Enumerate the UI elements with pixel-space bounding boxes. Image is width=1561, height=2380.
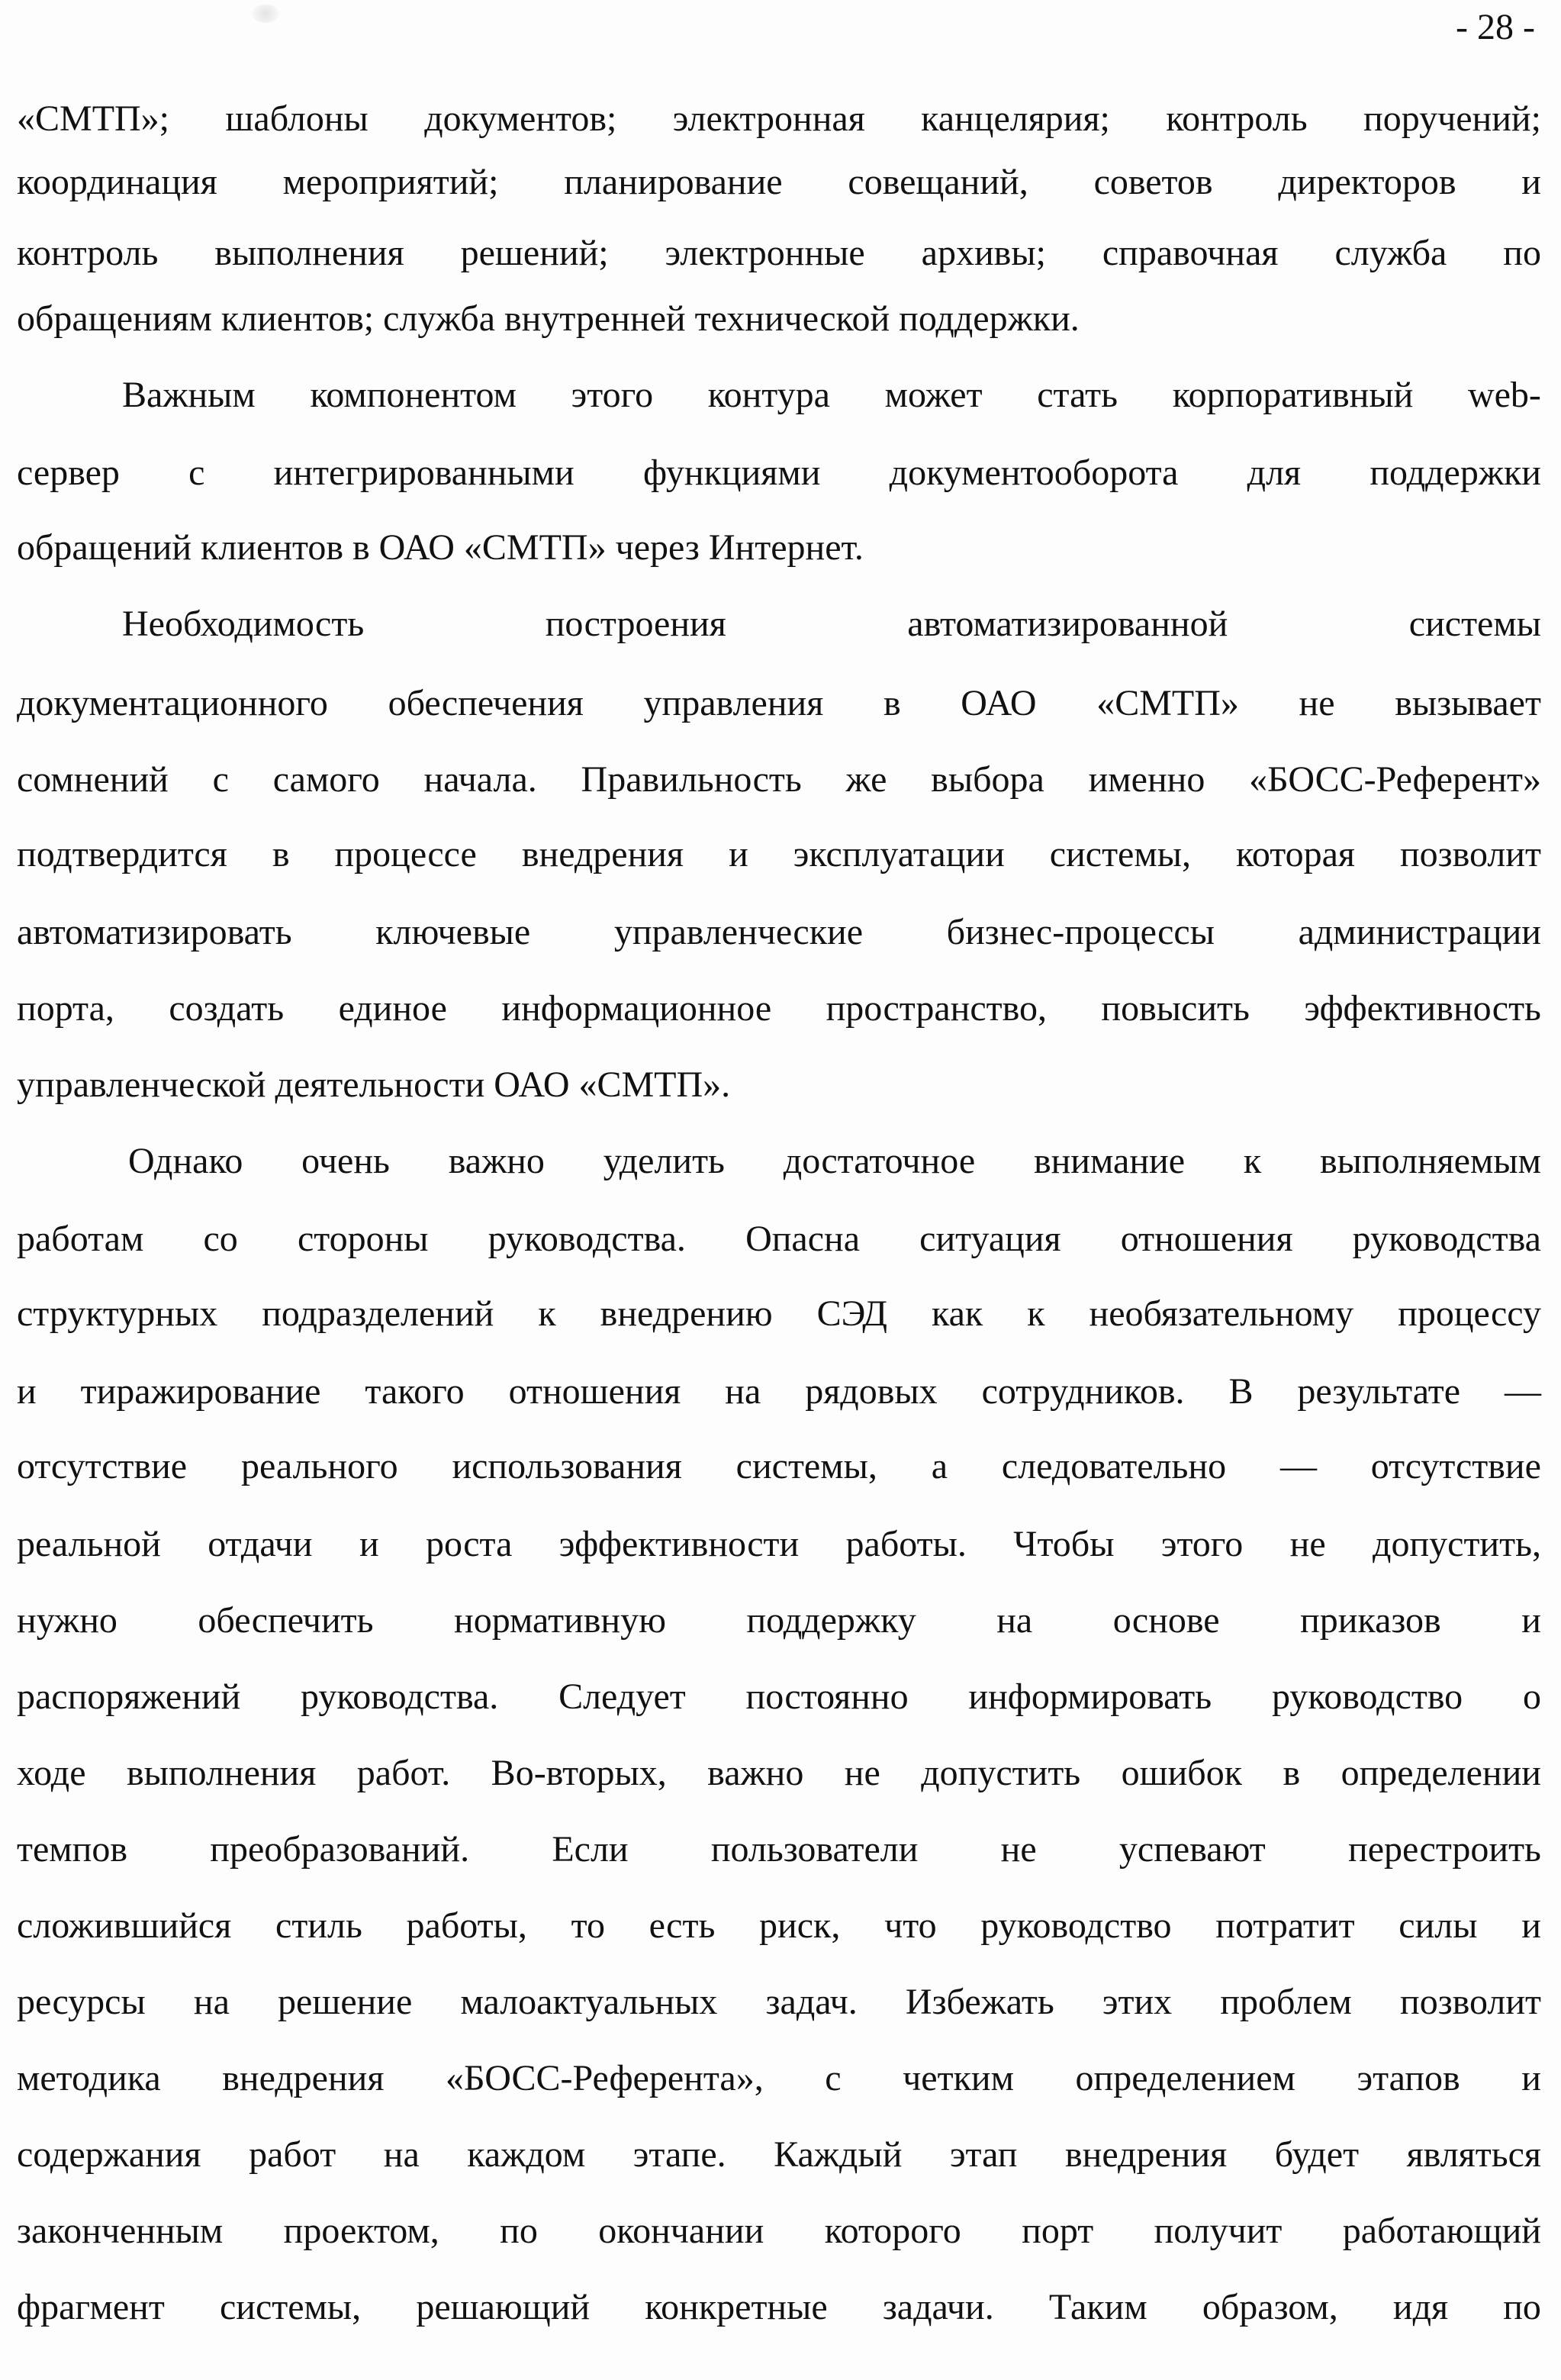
word: малоактуальных xyxy=(460,1982,718,2022)
word: именно xyxy=(1088,759,1205,800)
word: реального xyxy=(240,1446,398,1486)
word: бизнес-процессы xyxy=(946,912,1215,952)
word: этапов xyxy=(1357,2058,1460,2098)
word: же xyxy=(845,759,887,800)
word: выбора xyxy=(931,759,1044,800)
word: контроль xyxy=(17,233,159,273)
word: системы xyxy=(1408,604,1541,644)
word: фрагмент xyxy=(17,2287,165,2327)
word: ресурсы xyxy=(17,1982,146,2022)
word: порта, xyxy=(17,988,114,1029)
text-line xyxy=(17,987,1541,1030)
word: достаточное xyxy=(783,1141,976,1181)
word: к xyxy=(1027,1293,1045,1334)
text-line xyxy=(122,603,1541,646)
word: выполняемым xyxy=(1319,1141,1541,1181)
word: контура xyxy=(707,375,830,415)
word: не xyxy=(1289,1524,1326,1564)
word: внедрения xyxy=(1065,2134,1228,2175)
word: для xyxy=(1247,452,1302,493)
word: вызывает xyxy=(1395,683,1541,723)
word: и xyxy=(1521,1600,1541,1641)
text-line xyxy=(17,1370,1541,1413)
text-line xyxy=(17,1445,1541,1488)
word: будет xyxy=(1274,2134,1360,2175)
word: Важным xyxy=(122,375,256,415)
word: внедрения xyxy=(222,2058,385,2098)
word: необязательному xyxy=(1089,1293,1354,1334)
word: СЭД xyxy=(816,1293,888,1334)
text-line xyxy=(17,1981,1541,2024)
word: следовательно xyxy=(1001,1446,1227,1486)
word: «СМТП»; xyxy=(17,98,170,139)
word: определении xyxy=(1341,1753,1541,1793)
word: определением xyxy=(1075,2058,1295,2098)
word: этих xyxy=(1102,1982,1173,2022)
word: стороны xyxy=(297,1219,429,1259)
word: структурных xyxy=(17,1293,218,1334)
word: задач. xyxy=(765,1982,858,2022)
word: документационного xyxy=(17,683,328,723)
word: эффективность xyxy=(1304,988,1541,1029)
word: и xyxy=(1521,1905,1541,1946)
text-line xyxy=(17,2134,1541,2176)
word: по xyxy=(500,2211,538,2251)
word: стиль xyxy=(275,1905,362,1946)
word: есть xyxy=(649,1905,716,1946)
text-line xyxy=(122,374,1541,417)
word: законченным xyxy=(17,2211,224,2251)
word: допустить, xyxy=(1373,1524,1541,1564)
text-line xyxy=(17,758,1541,801)
word: советов xyxy=(1093,162,1213,202)
text-line xyxy=(17,833,1541,876)
text-line xyxy=(17,1905,1541,1947)
word: отношения xyxy=(508,1371,681,1412)
text-line xyxy=(17,1293,1541,1335)
word: web- xyxy=(1467,375,1541,415)
word: единое xyxy=(338,988,447,1029)
word: нормативную xyxy=(454,1600,666,1641)
word: не xyxy=(1000,1829,1037,1870)
word: директоров xyxy=(1278,162,1456,202)
word: результате xyxy=(1297,1371,1461,1412)
word: перестроить xyxy=(1348,1829,1541,1870)
word: Опасна xyxy=(745,1219,861,1259)
word: процессу xyxy=(1398,1293,1541,1334)
text-line xyxy=(17,161,1541,204)
word: что xyxy=(884,1905,937,1946)
word: и xyxy=(17,1371,37,1412)
word: не xyxy=(844,1753,880,1793)
text-line xyxy=(17,452,1541,494)
text-line xyxy=(17,2210,1541,2253)
text-line xyxy=(17,1828,1541,1871)
word: содержания xyxy=(17,2134,201,2175)
word: информировать xyxy=(968,1676,1212,1717)
word: отношения xyxy=(1120,1219,1293,1259)
word: Если xyxy=(552,1829,629,1870)
word: компонентом xyxy=(310,375,517,415)
word: электронная xyxy=(672,98,865,139)
word: документооборота xyxy=(889,452,1179,493)
word: использования xyxy=(452,1446,682,1486)
word: и xyxy=(359,1524,379,1564)
word: — xyxy=(1279,1446,1317,1486)
word: Правильность xyxy=(581,759,802,800)
word: позволит xyxy=(1400,1982,1541,2022)
word: работ. xyxy=(356,1753,451,1793)
word: на xyxy=(193,1982,230,2022)
word: поддержки xyxy=(1369,452,1541,493)
word: Чтобы xyxy=(1013,1524,1115,1564)
word: системы, xyxy=(735,1446,877,1486)
word: интегрированными xyxy=(273,452,575,493)
word: очень xyxy=(301,1141,390,1181)
word: — xyxy=(1504,1371,1541,1412)
word: Следует xyxy=(558,1676,686,1717)
word: сомнений xyxy=(17,759,169,800)
word: распоряжений xyxy=(17,1676,241,1717)
word: канцелярия; xyxy=(921,98,1110,139)
word: подтвердится xyxy=(17,834,227,874)
word: Избежать xyxy=(905,1982,1054,2022)
word: методика xyxy=(17,2058,161,2098)
word: и xyxy=(1521,2058,1541,2098)
word: роста xyxy=(426,1524,513,1564)
word: в xyxy=(272,834,290,874)
text-line xyxy=(17,1752,1541,1795)
word: контроль xyxy=(1166,98,1308,139)
text-line xyxy=(17,682,1541,725)
word: электронные xyxy=(665,233,865,273)
word: то xyxy=(571,1905,605,1946)
word: силы xyxy=(1398,1905,1478,1946)
word: рядовых xyxy=(805,1371,938,1412)
word: отсутствие xyxy=(17,1446,188,1486)
word: работ xyxy=(249,2134,336,2175)
word: отдачи xyxy=(208,1524,313,1564)
word: важно xyxy=(448,1141,545,1181)
word: окончании xyxy=(598,2211,764,2251)
word: выполнения xyxy=(126,1753,317,1793)
text-line xyxy=(17,1218,1541,1261)
word: администрации xyxy=(1298,912,1541,952)
word: внедрения xyxy=(521,834,684,874)
word: обеспечить xyxy=(198,1600,374,1641)
word: координация xyxy=(17,162,217,202)
text-line: обращениям клиентов; служба внутренней технической поддержки. xyxy=(17,298,1080,339)
word: со xyxy=(203,1219,238,1259)
word: постоянно xyxy=(745,1676,909,1717)
word: внедрению xyxy=(600,1293,773,1334)
word: процессе xyxy=(334,834,477,874)
word: к xyxy=(1243,1141,1262,1181)
word: к xyxy=(538,1293,556,1334)
word: приказов xyxy=(1300,1600,1441,1641)
text-line xyxy=(17,232,1541,275)
text-line xyxy=(17,911,1541,954)
word: как xyxy=(932,1293,983,1334)
word: решение xyxy=(278,1982,413,2022)
word: на xyxy=(383,2134,420,2175)
word: на xyxy=(996,1600,1033,1641)
word: совещаний, xyxy=(848,162,1028,202)
word: системы, xyxy=(1049,834,1191,874)
word: начала. xyxy=(423,759,537,800)
word: планирование xyxy=(564,162,783,202)
word: может xyxy=(884,375,983,415)
word: работающий xyxy=(1342,2211,1541,2251)
word: решающий xyxy=(416,2287,591,2327)
word: по xyxy=(1503,2287,1541,2327)
word: риск, xyxy=(759,1905,841,1946)
word: управленческие xyxy=(613,912,864,952)
word: а xyxy=(931,1446,948,1486)
word: Таким xyxy=(1048,2287,1147,2327)
word: нужно xyxy=(17,1600,117,1641)
word: и xyxy=(1521,162,1541,202)
word: архивы; xyxy=(921,233,1046,273)
word: Необходимость xyxy=(122,604,365,644)
word: построения xyxy=(545,604,726,644)
word: с xyxy=(212,759,229,800)
word: повысить xyxy=(1101,988,1250,1029)
word: Однако xyxy=(128,1141,243,1181)
word: с xyxy=(188,452,205,493)
word: успевают xyxy=(1118,1829,1266,1870)
word: на xyxy=(725,1371,761,1412)
text-line xyxy=(17,1599,1541,1642)
word: в xyxy=(883,683,901,723)
word: этапе. xyxy=(632,2134,726,2175)
word: позволит xyxy=(1399,834,1541,874)
word: порт xyxy=(1022,2211,1094,2251)
word: по xyxy=(1503,233,1541,273)
word: поддержку xyxy=(746,1600,916,1641)
word: Во-вторых, xyxy=(491,1753,667,1793)
word: эксплуатации xyxy=(793,834,1005,874)
word: получит xyxy=(1154,2211,1283,2251)
word: тиражирование xyxy=(80,1371,321,1412)
word: служба xyxy=(1334,233,1447,273)
word: темпов xyxy=(17,1829,128,1870)
word: проектом, xyxy=(283,2211,439,2251)
word: пространство, xyxy=(826,988,1047,1029)
word: решений; xyxy=(460,233,609,273)
word: которого xyxy=(824,2211,961,2251)
word: автоматизировать xyxy=(17,912,292,952)
word: сервер xyxy=(17,452,120,493)
text-line xyxy=(17,2057,1541,2100)
text-line xyxy=(17,2286,1541,2329)
text-line xyxy=(17,98,1541,140)
word: этого xyxy=(571,375,654,415)
word: преобразований. xyxy=(210,1829,470,1870)
word: такого xyxy=(365,1371,465,1412)
word: ошибок xyxy=(1121,1753,1243,1793)
word: о xyxy=(1522,1676,1541,1717)
text-line xyxy=(128,1140,1541,1183)
word: руководство xyxy=(1271,1676,1463,1717)
word: руководства. xyxy=(301,1676,499,1717)
word: автоматизированной xyxy=(907,604,1228,644)
word: этого xyxy=(1160,1524,1244,1564)
page-number: - 28 - xyxy=(1456,7,1535,47)
word: работы. xyxy=(845,1524,967,1564)
word: руководства. xyxy=(488,1219,686,1259)
word: каждом xyxy=(467,2134,586,2175)
word: эффективности xyxy=(558,1524,800,1564)
word: реальной xyxy=(17,1524,161,1564)
word: работы, xyxy=(406,1905,527,1946)
word: шаблоны xyxy=(225,98,369,139)
word: проблем xyxy=(1220,1982,1352,2022)
word: «СМТП» xyxy=(1096,683,1239,723)
word: являться xyxy=(1406,2134,1541,2175)
word: с xyxy=(825,2058,842,2098)
word: «БОСС-Референта», xyxy=(445,2058,764,2098)
word: важно xyxy=(707,1753,804,1793)
word: управления xyxy=(643,683,824,723)
word: Каждый xyxy=(774,2134,903,2175)
word: ОАО xyxy=(961,683,1037,723)
text-line xyxy=(17,1523,1541,1566)
word: поручений; xyxy=(1363,98,1541,139)
word: В xyxy=(1228,1371,1254,1412)
text-line: управленческой деятельности ОАО «СМТП». xyxy=(17,1064,731,1105)
word: справочная xyxy=(1102,233,1279,273)
word: создать xyxy=(169,988,285,1029)
word: стать xyxy=(1037,375,1118,415)
word: функциями xyxy=(642,452,821,493)
word: работам xyxy=(17,1219,144,1259)
word: информационное xyxy=(501,988,772,1029)
word: этап xyxy=(949,2134,1018,2175)
word: корпоративный xyxy=(1172,375,1414,415)
word: внимание xyxy=(1033,1141,1186,1181)
word: уделить xyxy=(603,1141,725,1181)
word: системы, xyxy=(219,2287,362,2327)
word: сложившийся xyxy=(17,1905,232,1946)
word: ключевые xyxy=(375,912,531,952)
scan-smudge xyxy=(252,5,279,23)
word: которая xyxy=(1235,834,1355,874)
word: задачи. xyxy=(882,2287,994,2327)
word: допустить xyxy=(921,1753,1081,1793)
word: руководства xyxy=(1352,1219,1541,1259)
word: потратит xyxy=(1215,1905,1355,1946)
word: ходе xyxy=(17,1753,86,1793)
word: обеспечения xyxy=(388,683,584,723)
word: не xyxy=(1299,683,1335,723)
word: ситуация xyxy=(919,1219,1061,1259)
word: идя xyxy=(1392,2287,1449,2327)
text-line xyxy=(17,1676,1541,1718)
word: самого xyxy=(272,759,380,800)
word: руководство xyxy=(980,1905,1172,1946)
word: пользователи xyxy=(710,1829,919,1870)
word: четким xyxy=(903,2058,1014,2098)
word: выполнения xyxy=(214,233,404,273)
word: отсутствие xyxy=(1370,1446,1541,1486)
word: сотрудников. xyxy=(981,1371,1185,1412)
word: образом, xyxy=(1202,2287,1338,2327)
word: и xyxy=(729,834,748,874)
word: конкретные xyxy=(645,2287,828,2327)
word: документов; xyxy=(424,98,617,139)
text-line: обращений клиентов в ОАО «СМТП» через Интернет. xyxy=(17,527,864,568)
word: в xyxy=(1283,1753,1301,1793)
word: основе xyxy=(1112,1600,1220,1641)
word: мероприятий; xyxy=(282,162,499,202)
word: «БОСС-Референт» xyxy=(1249,759,1541,800)
word: подразделений xyxy=(262,1293,494,1334)
